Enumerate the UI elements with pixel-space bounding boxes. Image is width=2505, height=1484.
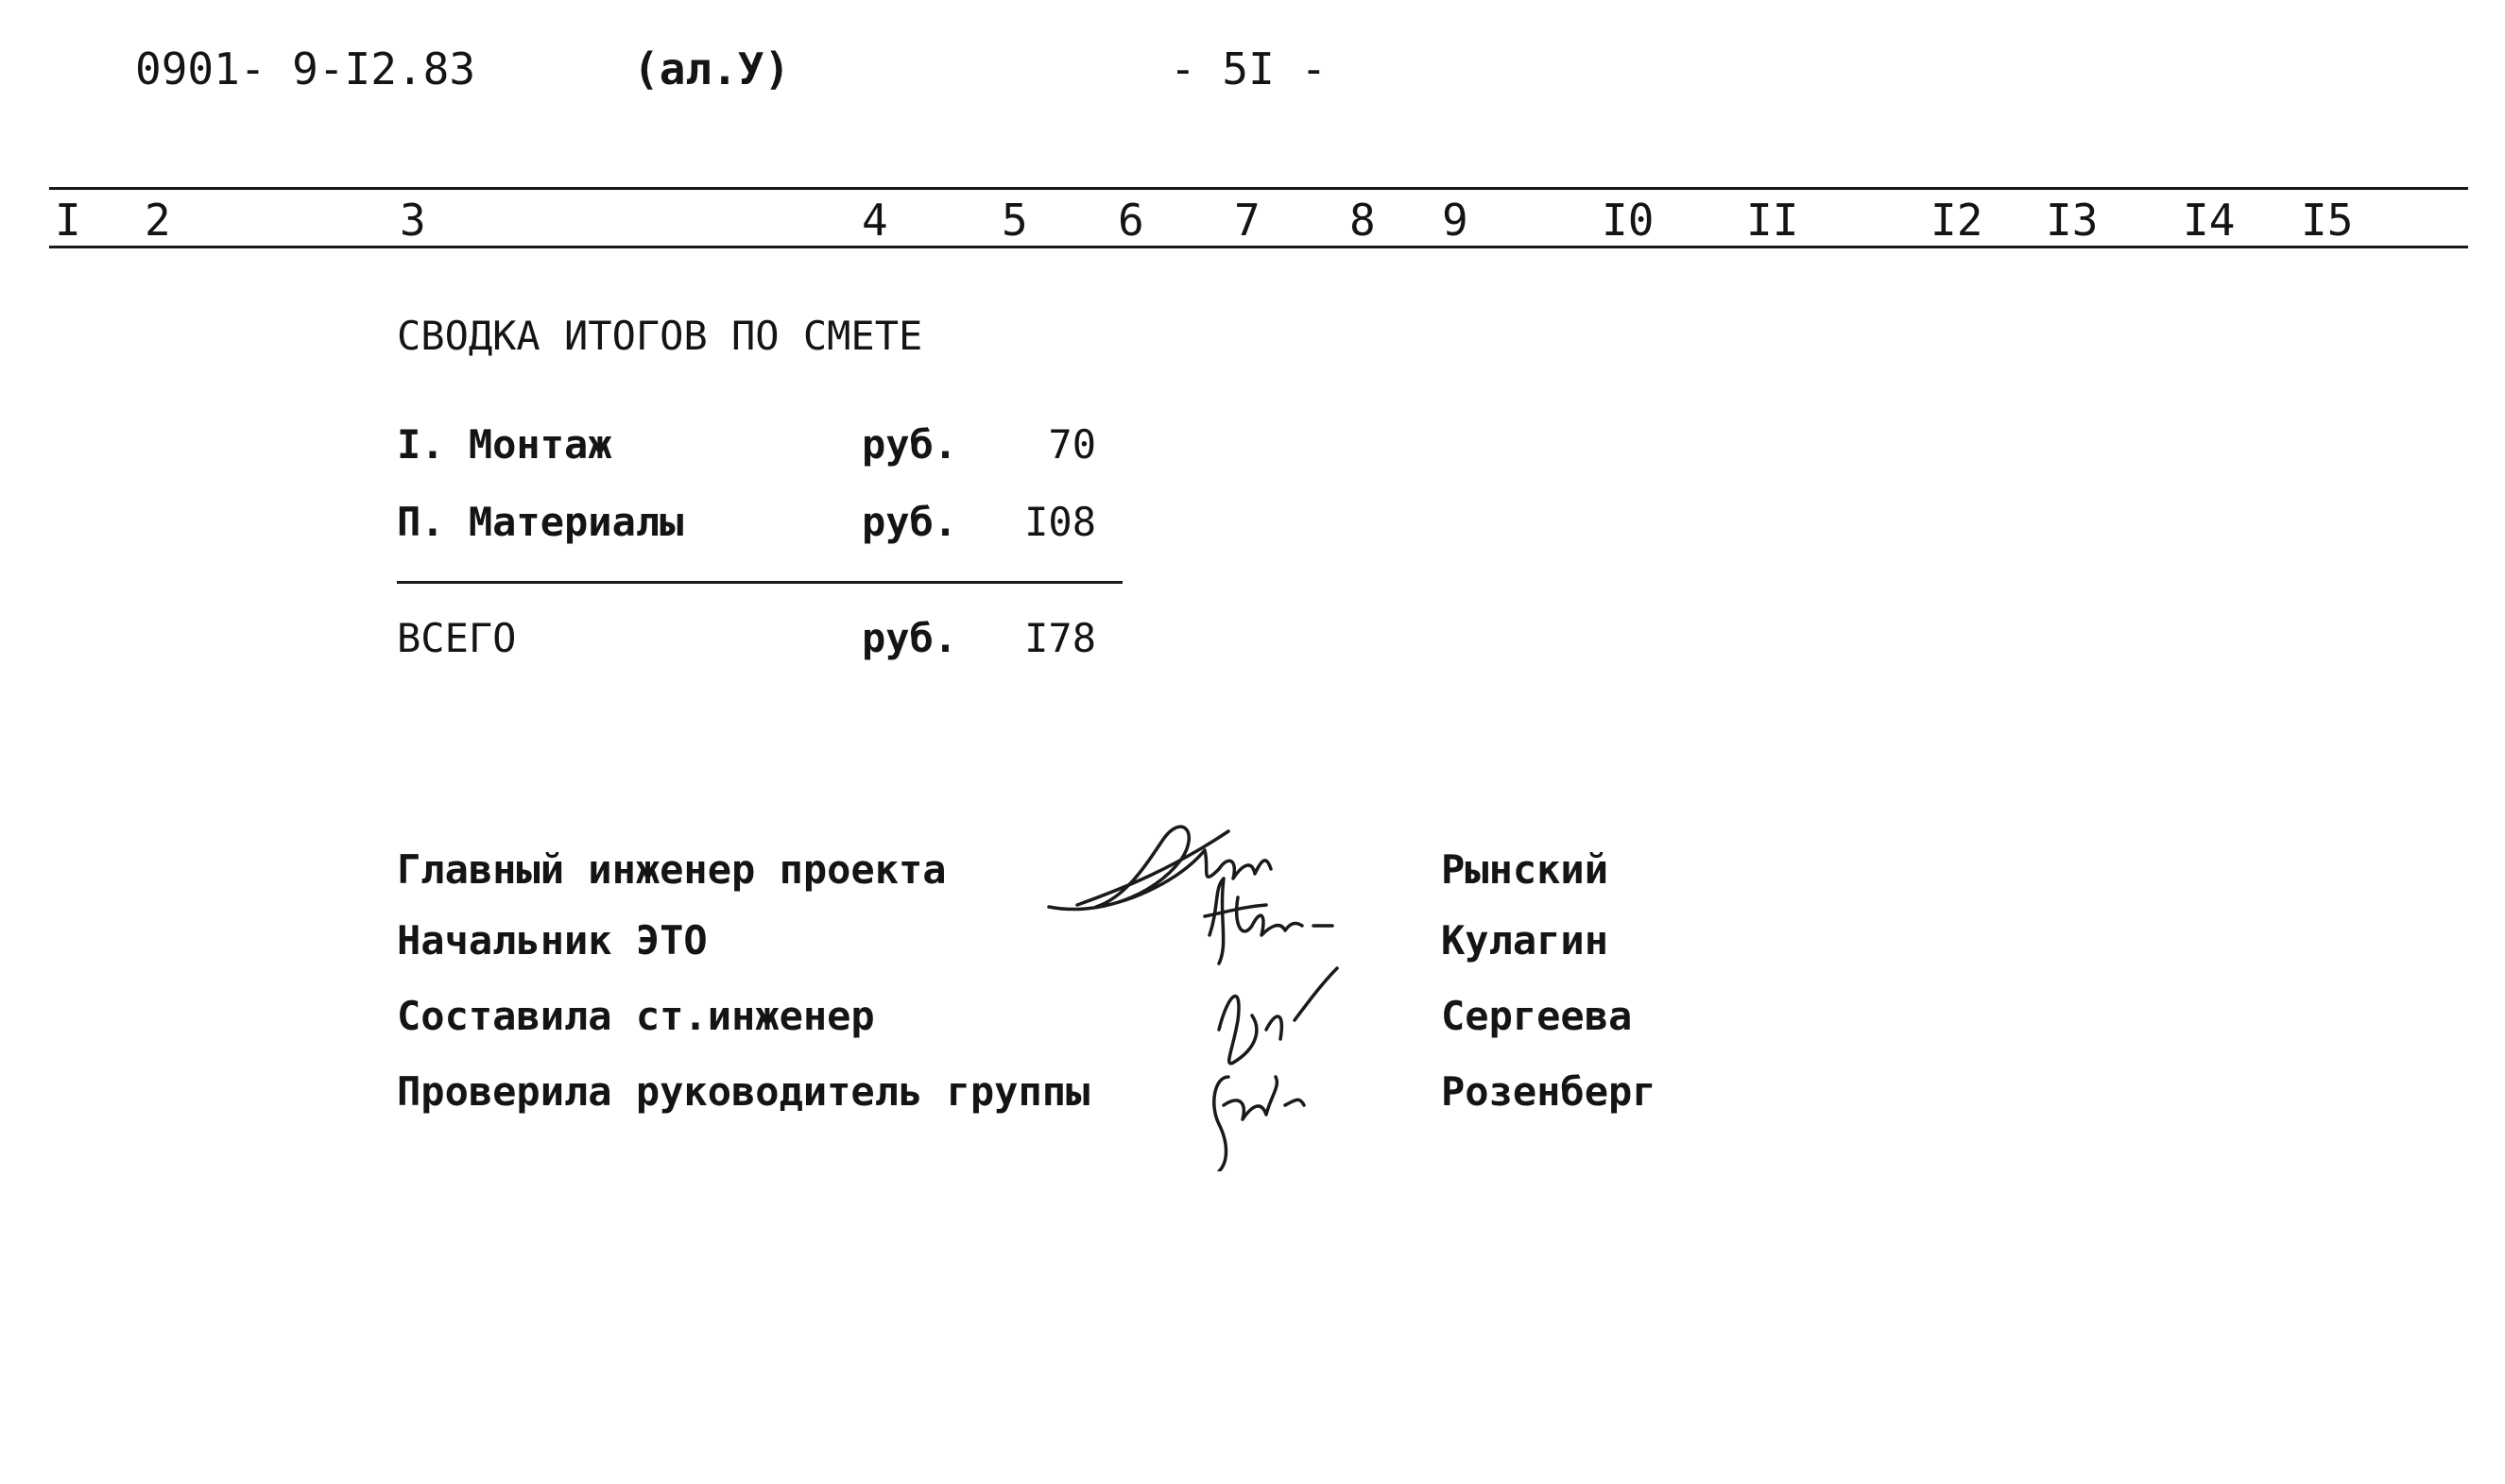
signoff-name: Сергеева: [1441, 993, 1633, 1039]
column-number: 9: [1442, 195, 1468, 246]
document-code: 0901- 9-I2.83: [135, 43, 476, 94]
total-unit: руб.: [862, 615, 958, 661]
signature-department-head: [1205, 878, 1332, 964]
summary-row-value: I08: [1024, 499, 1096, 545]
column-number: I3: [2046, 195, 2099, 246]
column-number: I5: [2301, 195, 2354, 246]
album-reference: (ал.У): [633, 43, 791, 94]
summary-row-unit: руб.: [862, 421, 958, 468]
column-number: 2: [145, 195, 171, 246]
column-header-bottom-rule: [49, 246, 2468, 248]
signoff-role: Составила ст.инженер: [397, 993, 875, 1039]
summary-row-unit: руб.: [862, 499, 958, 545]
column-number: 5: [1002, 195, 1028, 246]
handwritten-signatures: [1039, 793, 1398, 1171]
column-number: I: [55, 195, 81, 246]
column-number: 8: [1349, 195, 1376, 246]
page-number: - 5I -: [1170, 43, 1328, 94]
column-number: 7: [1234, 195, 1261, 246]
total-value: I78: [1024, 615, 1096, 661]
summary-title: СВОДКА ИТОГОВ ПО СМЕТЕ: [397, 313, 923, 359]
column-number: 3: [400, 195, 426, 246]
column-header-top-rule: [49, 187, 2468, 190]
summary-row-label: I. Монтаж: [397, 421, 612, 468]
column-number: I2: [1930, 195, 1983, 246]
signoff-role: Проверила руководитель группы: [397, 1068, 1090, 1115]
signoff-name: Розенберг: [1441, 1068, 1656, 1115]
signoff-name: Кулагин: [1441, 917, 1609, 964]
column-number: I0: [1602, 195, 1655, 246]
signoff-role: Главный инженер проекта: [397, 846, 947, 893]
summary-row-label: П. Материалы: [397, 499, 684, 545]
column-number: I4: [2183, 195, 2236, 246]
signature-checker: [1214, 1077, 1304, 1171]
total-rule: [397, 581, 1123, 584]
column-number: II: [1746, 195, 1799, 246]
column-number: 4: [862, 195, 888, 246]
summary-row-value: 70: [1048, 421, 1096, 468]
signoff-name: Рынский: [1441, 846, 1609, 893]
signature-compiler: [1219, 968, 1337, 1064]
signoff-role: Начальник ЭТО: [397, 917, 708, 964]
total-label: ВСЕГО: [397, 615, 517, 661]
column-number: 6: [1118, 195, 1144, 246]
